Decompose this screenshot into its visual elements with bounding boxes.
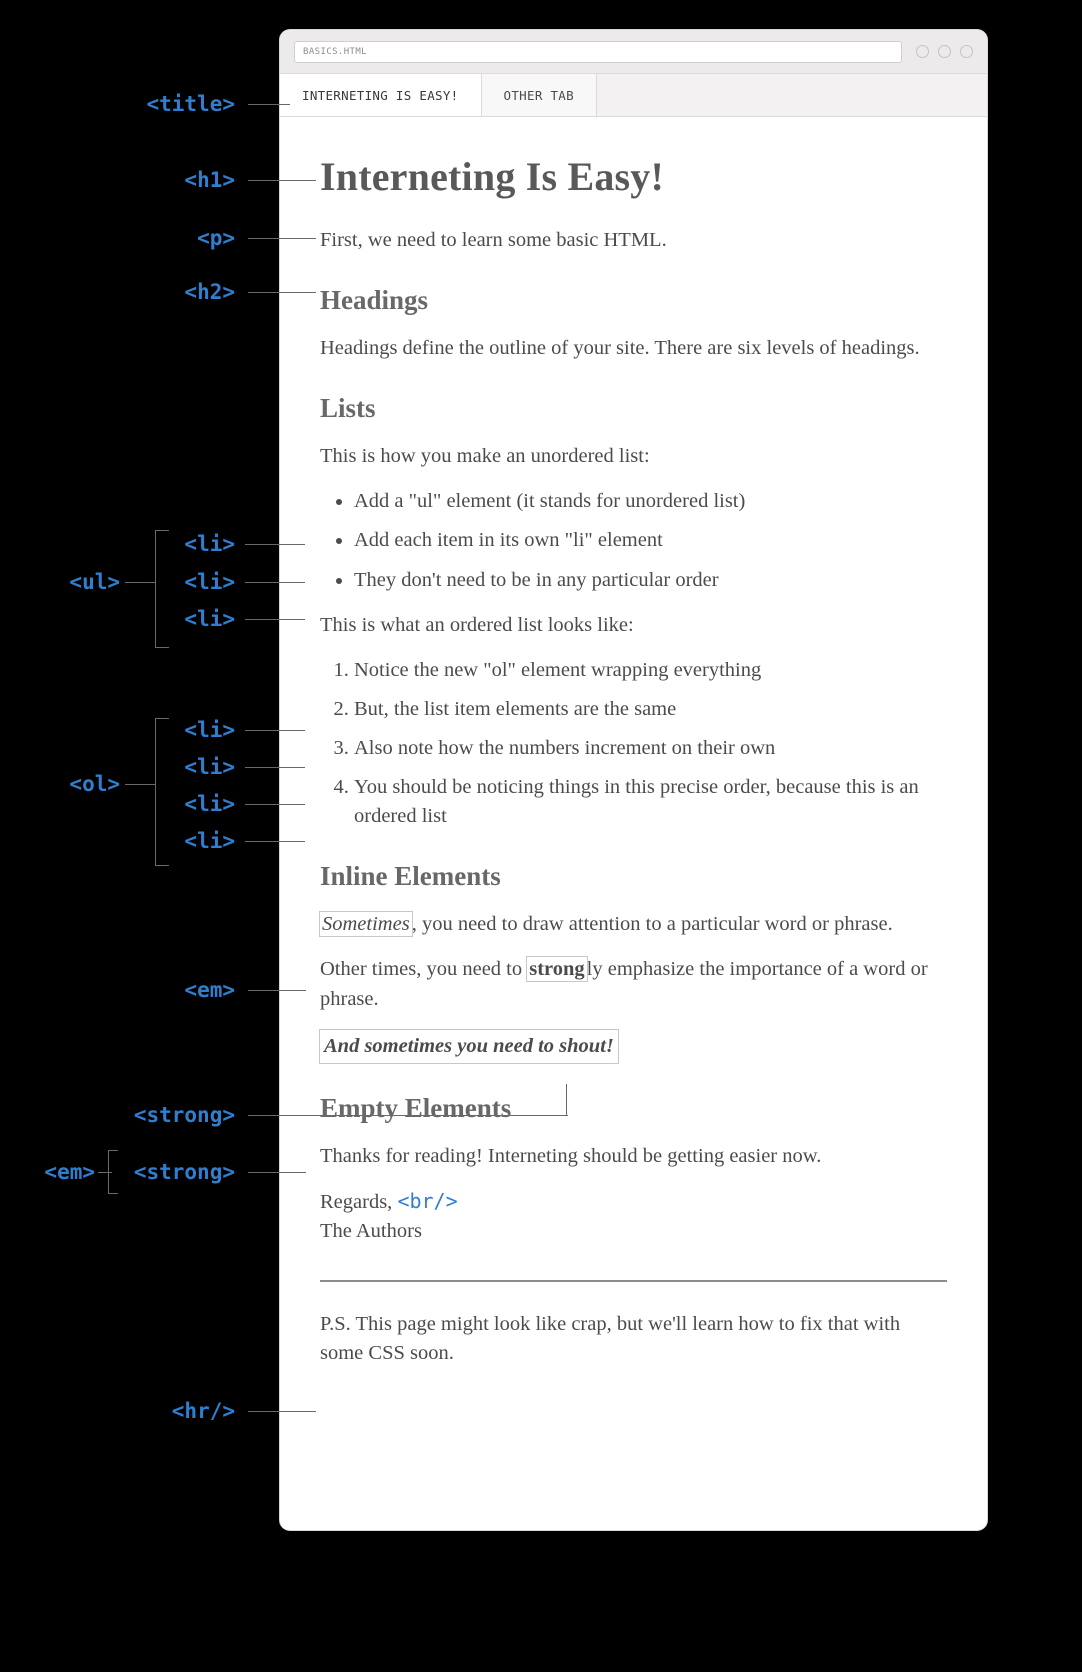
bracket-em-shout (108, 1150, 118, 1194)
page-content (280, 117, 987, 1424)
leader-h1 (248, 180, 316, 181)
leader-em (248, 990, 306, 991)
annotation-em-shout: <em> (44, 1160, 95, 1184)
strong-paragraph-after: ly emphasize the importance of a word or phrase. (320, 958, 928, 1010)
leader-title (248, 104, 290, 105)
strong-paragraph-before: Other times, you need to (320, 958, 528, 981)
em-highlight: Sometimes (322, 913, 410, 936)
leader-li-ul-1 (245, 544, 305, 545)
annotation-h1: <h1> (184, 168, 235, 192)
signoff-paragraph (320, 1187, 947, 1246)
annotation-p: <p> (197, 226, 235, 250)
annotation-li-ol-1: <li> (184, 718, 235, 742)
horizontal-rule (320, 1280, 947, 1282)
leader-li-ol-1 (245, 730, 305, 731)
tab-label: INTERNETING IS EASY! (302, 87, 459, 103)
authors-text: The Authors (320, 1219, 422, 1242)
regards-text: Regards, (320, 1190, 393, 1213)
annotation-li-ol-3: <li> (184, 792, 235, 816)
leader-p (248, 238, 316, 239)
list-item: 3. Also note how the numbers increment on their own (354, 734, 947, 763)
headings-section-title: Headings (320, 285, 429, 316)
leader-strong-riser (566, 1084, 567, 1116)
tab-other-tab[interactable] (482, 74, 597, 116)
br-tag-label: <br/> (397, 1188, 458, 1213)
annotation-strong-shout: <strong> (133, 1160, 235, 1184)
ordered-list (320, 656, 947, 832)
url-bar[interactable] (294, 41, 902, 63)
list-item: • Add each item in its own "li" element (354, 526, 947, 555)
annotation-li-ul-2: <li> (184, 570, 235, 594)
list-item: • Add a "ul" element (it stands for unordered list) (354, 487, 947, 516)
list-item: 2. But, the list item elements are the same (354, 695, 947, 724)
leader-li-ul-2 (245, 582, 305, 583)
annotation-ol: <ol> (69, 772, 120, 796)
list-item: 4. You should be noticing things in this precise order, because this is an ordered list (354, 773, 947, 831)
window-control-dot-3[interactable] (960, 45, 973, 58)
window-control-dot-1[interactable] (916, 45, 929, 58)
window-control-dot-2[interactable] (938, 45, 951, 58)
annotation-hr: <hr/> (171, 1399, 235, 1423)
annotation-li-ul-1: <li> (184, 532, 235, 556)
annotation-strong: <strong> (133, 1103, 235, 1127)
leader-li-ol-4 (245, 841, 305, 842)
leader-strong-shout (248, 1172, 306, 1173)
shout-paragraph (320, 1030, 947, 1063)
leader-strong (248, 1115, 568, 1116)
ps-paragraph: P.S. This page might look like crap, but we'll learn how to fix that with some CSS soon. (320, 1313, 901, 1365)
window-controls (916, 45, 973, 58)
tab-label: OTHER TAB (503, 87, 574, 103)
leader-hr (248, 1411, 316, 1412)
annotation-li-ul-3: <li> (184, 607, 235, 631)
lists-section-title: Lists (320, 393, 376, 424)
unordered-list-intro: This is how you make an unordered list: (320, 445, 650, 468)
annotation-li-ol-2: <li> (184, 755, 235, 779)
page-title: Interneting Is Easy! (320, 154, 665, 199)
leader-ul (125, 582, 155, 583)
inline-elements-title: Inline Elements (320, 861, 501, 892)
unordered-list (320, 487, 947, 594)
shout-text: And sometimes you need to shout! (324, 1034, 614, 1057)
intro-paragraph: First, we need to learn some basic HTML. (320, 229, 667, 251)
headings-section-paragraph: Headings define the outline of your site. There are six levels of headings. (320, 337, 920, 360)
tab-interneting-is-easy[interactable] (280, 74, 482, 116)
shout-highlight (320, 1030, 618, 1063)
url-text: BASICS.HTML (303, 46, 368, 57)
list-item: • They don't need to be in any particular order (354, 566, 947, 595)
thanks-paragraph: Thanks for reading! Interneting should be getting easier now. (320, 1144, 822, 1167)
strong-paragraph (320, 955, 947, 1013)
annotation-h2: <h2> (184, 280, 235, 304)
empty-elements-title: Empty Elements (320, 1092, 512, 1123)
annotation-em: <em> (184, 978, 235, 1002)
browser-chrome-bar (280, 30, 987, 74)
strong-highlight: strong (529, 958, 585, 981)
annotation-title: <title> (146, 92, 235, 116)
annotation-ul: <ul> (69, 570, 120, 594)
leader-h2 (248, 292, 316, 293)
leader-ol (125, 784, 155, 785)
em-paragraph (320, 910, 947, 939)
em-paragraph-rest: , you need to draw attention to a particular word or phrase. (411, 913, 893, 936)
list-item: 1. Notice the new "ol" element wrapping everything (354, 656, 947, 685)
browser-window (280, 30, 987, 1530)
tab-bar (280, 74, 987, 117)
leader-li-ol-3 (245, 804, 305, 805)
leader-li-ol-2 (245, 767, 305, 768)
annotation-li-ol-4: <li> (184, 829, 235, 853)
ordered-list-intro: This is what an ordered list looks like: (320, 613, 634, 636)
leader-li-ul-3 (245, 619, 305, 620)
